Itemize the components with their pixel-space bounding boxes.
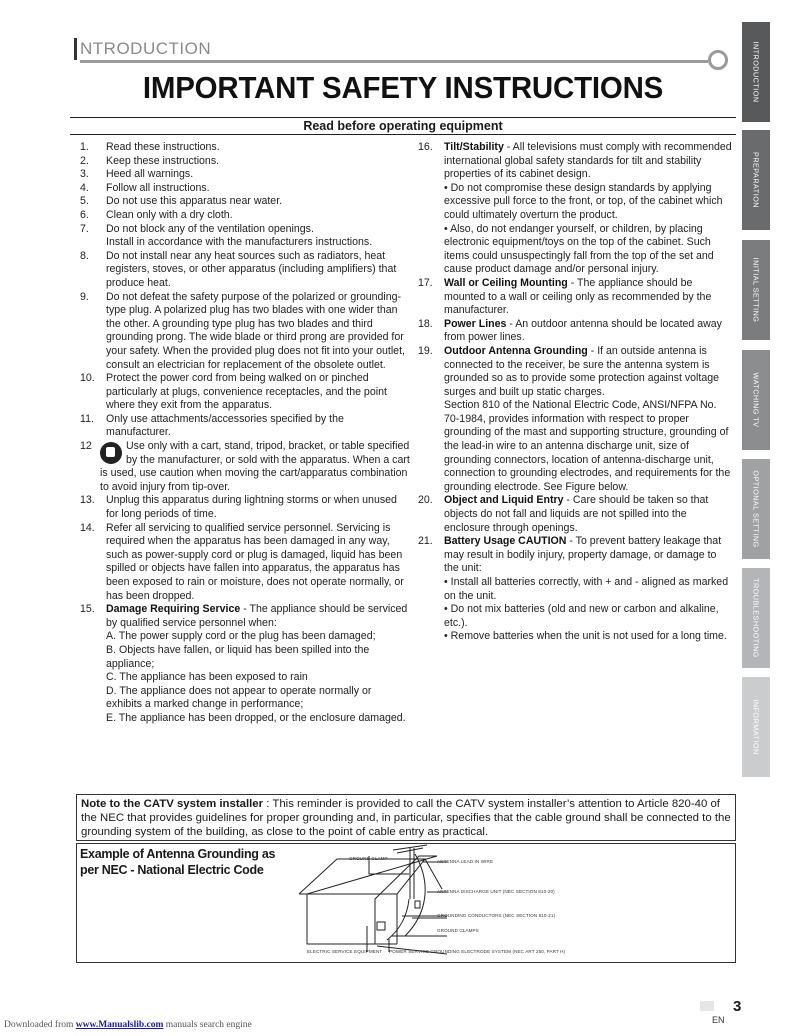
- list-item: [418, 494, 734, 535]
- item-text: Do not defeat the safety purpose of the polarized or grounding-type plug. A polarized plug has two blades with one wider than the other. A grounding type plug has two blades and third grounding prong. The wide blade or third prong are provided for your safety. When the provided plug does not fit into your outlet, consult an electrician for replacement of the obsolete outlet.: [106, 290, 405, 371]
- section-ring-icon: [708, 50, 728, 70]
- item-text: - The appliance should be serviced by qualified service personnel when:: [106, 603, 408, 629]
- item-number: 21.: [418, 535, 433, 548]
- item-number: 20.: [418, 494, 433, 507]
- label-ground-clamp: GROUND CLAMP: [349, 856, 388, 861]
- item-number: 6.: [80, 208, 89, 221]
- list-item: [80, 413, 410, 440]
- left-column: [80, 141, 410, 726]
- list-item: [80, 141, 410, 155]
- item-text: - An outdoor antenna should be located away from power lines.: [444, 317, 722, 344]
- item-text: - Care should be taken so that objects do not fall and liquids are not spilled into the enclosure through openings.: [444, 494, 709, 534]
- label-electric-service: ELECTRIC SERVICE EQUIPMENT: [307, 949, 383, 954]
- language-code: EN: [712, 1015, 725, 1025]
- sub-item: • Install all batteries correctly, with + and - aligned as marked on the unit.: [444, 576, 729, 602]
- page-marker: [700, 1001, 714, 1011]
- list-item: [80, 250, 410, 291]
- item-title: Object and Liquid Entry: [444, 494, 564, 507]
- item-number: 7.: [80, 222, 89, 235]
- item-text: Unplug this apparatus during lightning storms or when unused for long periods of time.: [106, 494, 397, 521]
- list-item: [418, 345, 734, 495]
- list-item: [80, 182, 410, 196]
- label-antenna-lead: ANTENNA LEAD IN WIRE: [437, 859, 494, 864]
- item-text: Do not install near any heat sources such as radiators, heat registers, stoves, or other apparatus (including amplifiers) that produce heat.: [106, 249, 397, 289]
- list-item: [418, 535, 734, 644]
- item-text: Use only with a cart, stand, tripod, bracket, or table specified by the manufacturer, or sold with the apparatus. When a cart is used, use caution when moving the cart/apparatus combination to avoid injury from tip-over.: [100, 440, 410, 493]
- sub-item: E. The appliance has been dropped, or the enclosure damaged.: [106, 711, 406, 724]
- item-number: 17.: [418, 276, 433, 289]
- item-title: Damage Requiring Service: [106, 603, 241, 616]
- item-number: 11.: [80, 412, 94, 425]
- tab-preparation[interactable]: PREPARATION: [742, 130, 770, 230]
- manualslib-link[interactable]: www.Manualslib.com: [75, 1020, 164, 1030]
- sub-item: B. Objects have fallen, or liquid has been spilled into the appliance;: [106, 643, 370, 670]
- list-item: [80, 603, 410, 725]
- list-item: [80, 223, 410, 250]
- list-item: [80, 372, 410, 413]
- item-number: 4.: [80, 181, 89, 194]
- item-number: 13.: [80, 494, 95, 507]
- item-text: Read these instructions.: [106, 141, 220, 153]
- tab-troubleshooting[interactable]: TROUBLESHOOTING: [742, 568, 770, 668]
- item-title: Tilt/Stability: [444, 141, 504, 153]
- label-discharge-unit: ANTENNA DISCHARGE UNIT (NEC SECTION 810-20): [437, 889, 555, 894]
- list-item: [418, 141, 734, 277]
- label-power-service: POWER SERVICE GROUNDING ELECTRODE SYSTEM (NEC ART 250, PART H): [389, 949, 566, 954]
- item-text: Heed all warnings.: [106, 168, 194, 181]
- item-number: 18.: [418, 317, 433, 330]
- item-text: Do not block any of the ventilation openings.: [106, 222, 314, 235]
- antenna-grounding-figure: [76, 843, 736, 963]
- item-number: 10.: [80, 372, 95, 385]
- item-text: - The appliance should be mounted to a wall or ceiling only as recommended by the manufacturer.: [444, 276, 712, 317]
- list-item: [80, 291, 410, 373]
- item-text: - To prevent battery leakage that may result in bodily injury, property damage, or damage to the unit:: [444, 535, 722, 575]
- item-text: Follow all instructions.: [106, 181, 210, 194]
- sub-item: • Do not compromise these design standards by applying excessive pull force to the front, or top, of the cabinet which could ultimately overturn the product.: [444, 181, 723, 221]
- page-subtitle: Read before operating equipment: [70, 117, 736, 135]
- item-title: Wall or Ceiling Mounting: [444, 276, 568, 289]
- item-number: 1.: [80, 141, 89, 153]
- item-title: Battery Usage CAUTION: [444, 535, 567, 548]
- cart-warning-icon: [100, 442, 122, 464]
- figure-title-line2: per NEC - National Electric Code: [80, 863, 264, 877]
- figure-title: [80, 846, 290, 878]
- page-number: 3: [733, 998, 742, 1015]
- item-number: 14.: [80, 521, 95, 534]
- item-number: 5.: [80, 195, 89, 208]
- item-number: 3.: [80, 168, 89, 181]
- sub-item: • Do not mix batteries (old and new or carbon and alkaline, etc.).: [444, 603, 719, 629]
- list-item: [418, 277, 734, 318]
- item-number: 2.: [80, 154, 89, 167]
- section-header: [74, 38, 734, 68]
- sub-item: Section 810 of the National Electric Code, ANSI/NFPA No. 70-1984, provides information with respect to proper grounding of the mast and supporting structure, grounding of the lead-in wire to an antenna discharge unit, size of grounding connectors, location of antenna-discharge unit, connection to grounding electrodes, and requirements for the grounding electrode. See Figure below.: [444, 399, 731, 493]
- catv-installer-note: [76, 794, 736, 841]
- download-prefix: Downloaded from: [4, 1020, 76, 1030]
- tab-information[interactable]: INFORMATION: [742, 677, 770, 777]
- item-text: - If an outside antenna is connected to the receiver, be sure the antenna system is grounded so as to provide some protection against voltage surges and built up static charges.: [444, 344, 720, 398]
- list-item: [80, 440, 410, 494]
- list-item: [80, 168, 410, 182]
- item-number: 12: [80, 440, 92, 453]
- note-title: Note to the CATV system installer: [81, 798, 264, 810]
- sub-item: A. The power supply cord or the plug has been damaged;: [106, 630, 376, 643]
- item-title: Outdoor Antenna Grounding: [444, 344, 588, 357]
- item-text: - All televisions must comply with recommended international global safety standards for tilt and stability properties of its cabinet design.: [444, 141, 732, 181]
- label-ground-clamps: GROUND CLAMPS: [437, 928, 479, 933]
- tab-introduction[interactable]: INTRODUCTION: [742, 22, 770, 122]
- item-text: Keep these instructions.: [106, 154, 220, 167]
- list-item: [80, 155, 410, 169]
- list-item: [80, 494, 410, 521]
- section-label: NTRODUCTION: [80, 39, 212, 58]
- item-text-2: Install in accordance with the manufacturers instructions.: [106, 236, 373, 249]
- tab-initial-setting[interactable]: INITIAL SETTING: [742, 240, 770, 340]
- label-grounding-conductors: GROUNDING CONDUCTORS (NEC SECTION 810-21): [437, 913, 556, 918]
- item-number: 9.: [80, 290, 89, 303]
- item-title: Power Lines: [444, 317, 507, 330]
- right-column: [418, 141, 734, 644]
- item-text: Protect the power cord from being walked on or pinched particularly at plugs, convenience receptacles, and the point where they exit from the apparatus.: [106, 372, 387, 412]
- page-title: IMPORTANT SAFETY INSTRUCTIONS: [142, 70, 664, 105]
- sub-item: D. The appliance does not appear to operate normally or exhibits a marked change in performance;: [106, 684, 372, 711]
- list-item: [80, 195, 410, 209]
- house-antenna-diagram: [297, 844, 637, 962]
- item-text: Do not use this apparatus near water.: [106, 195, 283, 208]
- item-text: Clean only with a dry cloth.: [106, 208, 233, 221]
- item-number: 16.: [418, 141, 433, 153]
- item-number: 15.: [80, 603, 95, 616]
- list-item: [418, 318, 734, 345]
- item-text: Only use attachments/accessories specified by the manufacturer.: [106, 412, 344, 439]
- item-number: 19.: [418, 344, 433, 357]
- note-text: : This reminder is provided to call the CATV system installer’s attention to Article 820-40 of the NEC that provides guidelines for proper grounding and, in particular, specifies that the cable ground shall be connected to the grounding system of the building, as close to the point of cable entry as practical.: [81, 798, 731, 838]
- item-text: Refer all servicing to qualified service personnel. Servicing is required when the apparatus has been damaged in any way, such as power-supply cord or plug is damaged, liquid has been spilled or objects have fallen into apparatus, the apparatus has been exposed to rain or moisture, does not operate normally, or has been dropped.: [106, 521, 404, 602]
- download-footer: [4, 1020, 252, 1030]
- figure-title-line1: Example of Antenna Grounding as: [80, 847, 276, 861]
- list-item: [80, 209, 410, 223]
- tab-watching-tv[interactable]: WATCHING TV: [742, 350, 770, 450]
- download-suffix: manuals search engine: [163, 1020, 252, 1030]
- section-header-bar: [74, 38, 77, 60]
- sub-item: C. The appliance has been exposed to rain: [106, 671, 308, 684]
- sub-item: • Remove batteries when the unit is not used for a long time.: [444, 630, 727, 643]
- tab-optional-setting[interactable]: OPTIONAL SETTING: [742, 459, 770, 559]
- sub-item: • Also, do not endanger yourself, or children, by placing electronic equipment/toys on the top of the cabinet. Such items could unsuspectingly fall from the top of the set and cause product damage and/or personal injury.: [444, 222, 714, 276]
- list-item: [80, 522, 410, 604]
- section-rule: [80, 60, 708, 63]
- item-number: 8.: [80, 249, 89, 262]
